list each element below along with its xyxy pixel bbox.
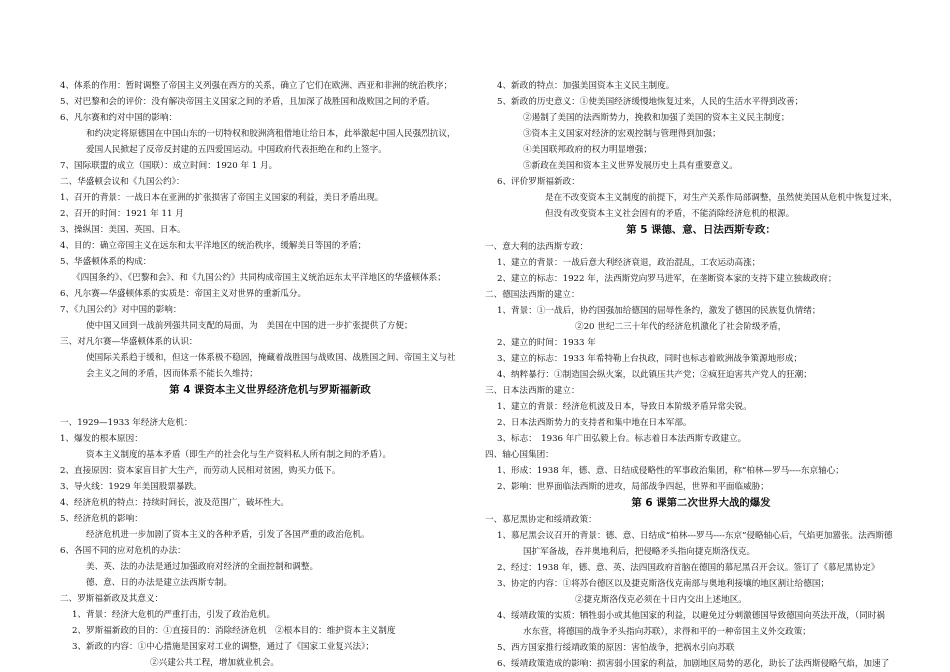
text-line: 三、日本法西斯的建立： <box>485 386 580 396</box>
text-line: ④美国联邦政府的权力明显增强； <box>523 145 652 155</box>
right-column <box>485 78 917 672</box>
text-line: 会主义之间的矛盾，因而体系不能长久维持； <box>86 369 258 379</box>
text-line: 6、凡尔赛和约对中国的影响： <box>60 113 178 123</box>
text-line: ⑤新政在美国和资本主义世界发展历史上具有重要意义。 <box>523 161 738 171</box>
text-line: 4、新政的特点：加强美国资本主义民主制度。 <box>497 81 675 91</box>
text-line: 使中国又回到一战前列强共同支配的局面，为 美国在中国的进一步扩张提供了方便； <box>86 321 413 331</box>
text-line: 4、经济危机的特点：持续时间长，波及范围广，破坏性大。 <box>60 498 289 508</box>
text-line: 3、协定的内容：①将苏台德区以及捷克斯洛伐克南部与奥地利接壤的地区割让给德国； <box>497 579 830 589</box>
text-line: 1、背景：①一战后，协约国强加给德国的屈辱性条约，激发了德国的民族复仇情绪； <box>497 306 821 316</box>
text-line: 4、绥靖政策的实质：牺牲弱小或其他国家的利益，以避免过分刺激德国导致德国向英法开战，（同时祸 <box>497 611 885 621</box>
text-line: 一、1929—1933 年经济大危机： <box>60 418 193 428</box>
text-line: 爱国人民掀起了反帝反封建的五四爱国运动。中国政府代表拒绝在和约上签字。 <box>86 145 387 155</box>
text-line: 国扩军备战，吞并奥地利后，把侵略矛头指向捷克斯洛伐克。 <box>523 547 756 557</box>
text-line: 1、慕尼黑会议召开的背景：德、意、日结成“柏林---罗马----东京”侵略轴心后，气焰更加嚣张。法西斯德 <box>497 531 893 541</box>
lesson-heading: 第 6 课第二次世界大战的爆发 <box>631 497 771 509</box>
text-line: 5、对巴黎和会的评价：没有解决帝国主义国家之间的矛盾，且加深了战胜国和战败国之间的矛盾。 <box>60 97 436 107</box>
left-column <box>60 78 480 671</box>
text-line: ③资本主义国家对经济的宏观控制与管理得到加强； <box>523 129 721 139</box>
text-line: 1、背景：经济大危机的严重打击，引发了政治危机。 <box>72 610 276 620</box>
text-line: 7、《九国公约》对中国的影响： <box>60 305 182 315</box>
text-line: 3、导火线：1929 年美国股票暴跌。 <box>60 482 202 492</box>
text-line: ②20 世纪二三十年代的经济危机激化了社会阶级矛盾， <box>575 322 787 332</box>
text-line <box>60 399 480 415</box>
text-line: 《四国条约》、《巴黎和会》、和《九国公约》共同构成帝国主义统治远东太平洋地区的华盛顿体系； <box>72 273 446 283</box>
text-line: ②兴建公共工程，增加就业机会。 <box>150 658 279 668</box>
text-line: 5、经济危机的影响： <box>60 514 143 524</box>
text-line: 4、体系的作用：暂时调整了帝国主义列强在西方的关系，确立了它们在欧洲、西亚和非洲的统治秩序； <box>60 81 453 91</box>
text-line: 资本主义制度的基本矛盾（即生产的社会化与生产资料私人所有制之间的矛盾）。 <box>86 450 392 460</box>
text-line: 二、德国法西斯的建立： <box>485 290 580 300</box>
text-line: 6、绥靖政策造成的影响：损害弱小国家的利益，加剧地区局势的恶化，助长了法西斯侵略气焰，加速了 <box>497 659 890 669</box>
text-line: ②遏制了美国的法西斯势力，挽救和加强了美国的资本主义民主制度； <box>523 113 790 123</box>
text-line: 1、建立的背景：一战后意大利经济衰退，政治混乱，工农运动高涨； <box>497 258 761 268</box>
text-line: 二、罗斯福新政及其意义： <box>60 594 164 604</box>
text-line: 7、国际联盟的成立（国联）：成立时间：1920 年 1 月。 <box>60 161 278 171</box>
text-line: 德、意、日的办法是建立法西斯专制。 <box>86 578 233 588</box>
text-line: 和约决定将原德国在中国山东的一切特权和胶洲湾租借地让给日本，此举激起中国人民强烈抗议， <box>86 129 456 139</box>
text-line: 美、英、法的办法是通过加强政府对经济的全面控制和调整。 <box>86 562 319 572</box>
text-line: 1、爆发的根本原因： <box>60 434 143 444</box>
text-line: 2、罗斯福新政的目的：①直接目的：消除经济危机 ②根本目的：维护资本主义制度 <box>72 626 396 636</box>
text-line: 水东营，将德国的战争矛头指向苏联），求得和平的一种帝国主义外交政策； <box>523 627 811 637</box>
text-line: 是在不改变资本主义制度的前提下，对生产关系作局部调整，虽然使美国从危机中恢复过来， <box>545 193 898 203</box>
text-line: 2、直接原因：资本家盲目扩大生产，而劳动人民相对贫困，购买力低下。 <box>60 466 341 476</box>
text-line: ②捷克斯洛伐克必须在十日内交出上述地区。 <box>575 595 747 605</box>
text-line: 5、新政的历史意义：①使美国经济缓慢地恢复过来，人民的生活水平得到改善； <box>497 97 804 107</box>
text-line: 1、建立的背景：经济危机波及日本，导致日本阶级矛盾异常尖锐。 <box>497 402 752 412</box>
text-line: 6、凡尔赛—华盛顿体系的实质是：帝国主义对世界的重新瓜分。 <box>60 289 307 299</box>
text-line: 5、西方国家推行绥靖政策的原因：害怕战争，把祸水引向苏联 <box>497 643 735 653</box>
text-line: 2、日本法西斯势力的支持者和集中地在日本军部。 <box>497 418 692 428</box>
text-line: 2、建立的时间：1933 年 <box>497 338 596 348</box>
text-line: 经济危机进一步加剧了资本主义的各种矛盾，引发了各国严重的政治危机。 <box>86 530 370 540</box>
text-line: 3、建立的标志：1933 年希特勒上台执政，同时也标志着欧洲战争策源地形成； <box>497 354 803 364</box>
text-line: 一、慕尼黑协定和绥靖政策： <box>485 515 597 525</box>
text-line: 二、华盛顿会议和《九国公约》： <box>60 177 185 187</box>
text-line: 2、建立的标志：1922 年，法西斯党向罗马进军，在垄断资本家的支持下建立独裁政府； <box>497 274 837 284</box>
text-line: 6、评价罗斯福新政： <box>497 177 580 187</box>
text-line: 2、经过：1938 年，德、意、英、法四国政府首脑在德国的慕尼黑召开会议。签订了《慕尼黑协定》 <box>497 563 880 573</box>
text-line: 2、影响：世界面临法西斯的进攻，局部战争四起，世界和平面临威胁； <box>497 482 769 492</box>
text-line: 一、意大利的法西斯专政： <box>485 242 589 252</box>
text-line: 1、召开的背景：一战日本在亚洲的扩张损害了帝国主义国家的利益，美日矛盾出现。 <box>60 193 384 203</box>
text-line: 5、华盛顿体系的构成： <box>60 257 152 267</box>
text-line: 3、新政的内容：①中心措施是国家对工业的调整，通过了《国家工业复兴法》； <box>72 642 374 652</box>
text-line: 四、轴心国集团： <box>485 450 554 460</box>
text-line: 3、操纵国：美国、英国、日本。 <box>60 225 186 235</box>
text-line: 6、各国不同的应对危机的办法： <box>60 546 186 556</box>
text-line: 使国际关系趋于缓和，但这一体系极不稳固，掩藏着战胜国与战败国、战胜国之间、帝国主义与社 <box>86 353 456 363</box>
text-line: 1、形成：1938 年，德、意、日结成侵略性的军事政治集团，称“柏林—罗马----东京轴心； <box>497 466 844 476</box>
text-line: 但没有改变资本主义社会固有的矛盾，不能消除经济危机的根源。 <box>545 209 795 219</box>
text-line: 3、标志： 1936 年广田弘毅上台。标志着日本法西斯专政建立。 <box>497 434 747 444</box>
lesson-heading: 第 4 课资本主义世界经济危机与罗斯福新政 <box>169 384 371 396</box>
text-line: 2、召开的时间：1921 年 11 月 <box>60 209 184 219</box>
lesson-heading: 第 5 课德、意、日法西斯专政： <box>626 224 776 236</box>
text-line: 三、对凡尔赛—华盛顿体系的认识： <box>60 337 198 347</box>
text-line: 4、目的：确立帝国主义在远东和太平洋地区的统治秩序，缓解美日等国的矛盾； <box>60 241 367 251</box>
text-line: 4、纳粹暴行：①制造国会纵火案，以此镇压共产党；②疯狂迫害共产党人的狂潮； <box>497 370 812 380</box>
